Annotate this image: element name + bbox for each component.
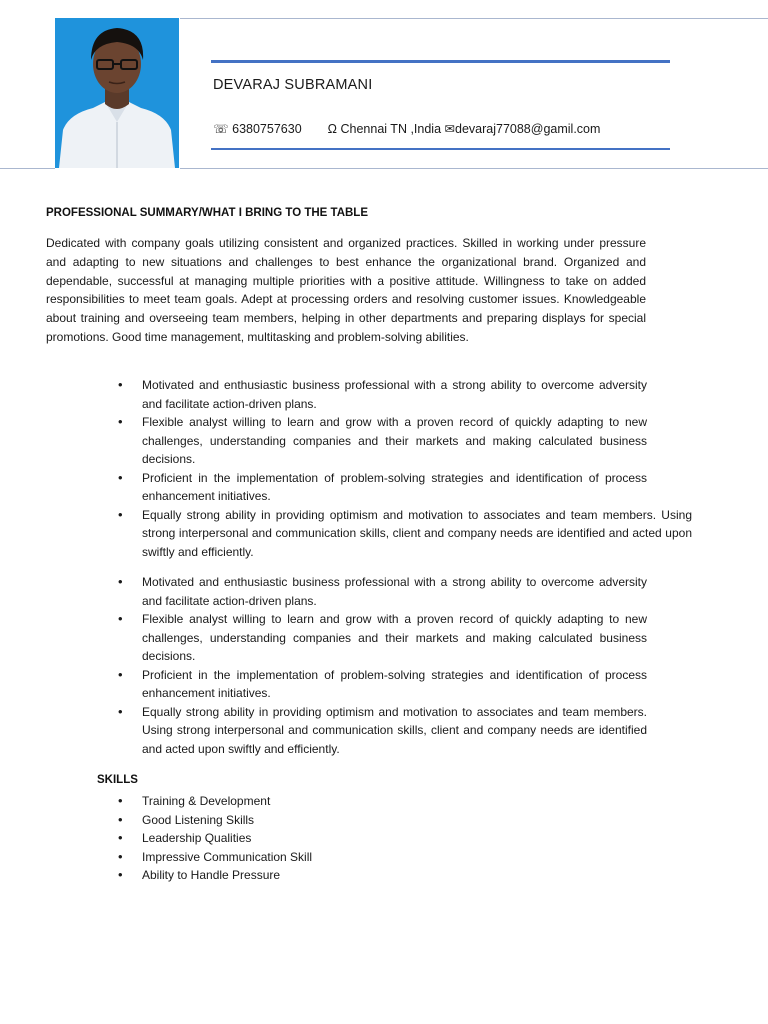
list-item: • Motivated and enthusiastic business professional with a strong ability to overcome adversity and facilitate action-driven plans. bbox=[118, 573, 647, 610]
list-item: • Equally strong ability in providing optimism and motivation to associates and team members. Using strong interpersonal and communication skills, client and company needs are identified and acted upon swiftly and efficiently. bbox=[118, 703, 647, 759]
skills-list bbox=[118, 792, 418, 885]
contact-line bbox=[213, 121, 600, 136]
header-accent-rule-bottom bbox=[211, 148, 670, 150]
list-item: • Proficient in the implementation of problem-solving strategies and identification of process enhancement initiatives. bbox=[118, 469, 647, 506]
omega-icon: Ω bbox=[327, 122, 338, 136]
list-item: • Good Listening Skills bbox=[118, 811, 418, 830]
profile-photo bbox=[55, 18, 179, 168]
highlights-list-a bbox=[118, 376, 692, 561]
email-text: devaraj77088@gamil.com bbox=[455, 122, 601, 136]
highlights-list-b bbox=[118, 573, 647, 758]
list-item: • Flexible analyst willing to learn and grow with a proven record of quickly adapting to new challenges, understanding companies and their markets and making calculated business decisions. bbox=[118, 413, 647, 469]
list-item: • Impressive Communication Skill bbox=[118, 848, 418, 867]
list-item: • Training & Development bbox=[118, 792, 418, 811]
location-text: Chennai TN ,India bbox=[340, 122, 442, 136]
list-item: • Flexible analyst willing to learn and grow with a proven record of quickly adapting to new challenges, understanding companies and their markets and making calculated business decisions. bbox=[118, 610, 647, 666]
list-item: • Leadership Qualities bbox=[118, 829, 418, 848]
list-item: • Equally strong ability in providing optimism and motivation to associates and team members. Using strong interpersonal and communication skills, client and company needs are identified and acted upon swiftly and efficiently. bbox=[118, 506, 692, 562]
skills-heading: SKILLS bbox=[97, 774, 138, 786]
phone-number: 6380757630 bbox=[232, 122, 302, 136]
summary-heading: PROFESSIONAL SUMMARY/WHAT I BRING TO THE TABLE bbox=[46, 207, 368, 219]
header-accent-rule-top bbox=[211, 60, 670, 63]
list-item: • Motivated and enthusiastic business professional with a strong ability to overcome adversity and facilitate action-driven plans. bbox=[118, 376, 647, 413]
header-top-divider bbox=[180, 18, 768, 19]
phone-icon: ☏ bbox=[213, 122, 229, 136]
candidate-name: DEVARAJ SUBRAMANI bbox=[213, 77, 373, 93]
header-bottom-divider-left bbox=[0, 168, 55, 169]
list-item: • Ability to Handle Pressure bbox=[118, 866, 418, 885]
list-item: • Proficient in the implementation of problem-solving strategies and identification of process enhancement initiatives. bbox=[118, 666, 647, 703]
header-bottom-divider bbox=[180, 168, 768, 169]
summary-paragraph: Dedicated with company goals utilizing consistent and organized practices. Skilled in working under pressure and adapting to new situations and challenges to best enhance the organizational brand. Organized and dependable, successful at managing multiple priorities with a positive attitude. Willingness to take on added responsibilities to meet team goals. Adept at processing orders and resolving customer issues. Knowledgeable about training and overseeing team members, helping in other departments and preparing displays for special promotions. Good time management, multitasking and problem-solving abilities. bbox=[46, 236, 646, 344]
profile-photo-illustration bbox=[55, 18, 179, 168]
envelope-icon: ✉ bbox=[444, 122, 455, 136]
